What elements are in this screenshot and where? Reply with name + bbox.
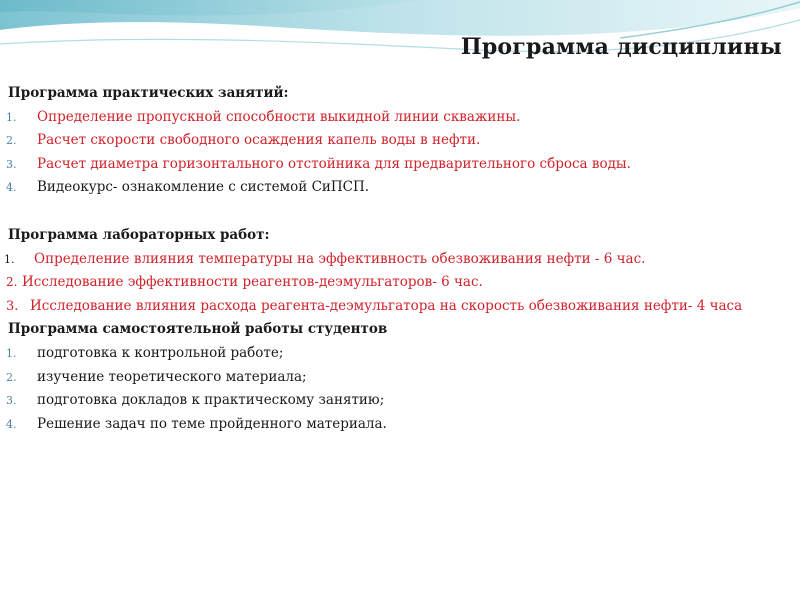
list-item (0, 106, 792, 130)
list-number: 1. (6, 346, 17, 360)
list-number: 2. (6, 134, 17, 148)
spacer (0, 200, 792, 224)
list-number: 3. (6, 394, 17, 408)
list-text: Расчет скорости свободного осаждения капель воды в нефти. (37, 132, 481, 149)
list-text: Расчет диаметра горизонтального отстойника для предварительного сброса воды. (37, 155, 631, 172)
independent-heading: Программа самостоятельной работы студентов (8, 321, 388, 338)
practical-list (0, 106, 792, 200)
list-item (0, 176, 792, 200)
list-text: подготовка докладов к практическому занятию; (37, 392, 385, 409)
list-item (0, 389, 792, 413)
list-text: подготовка к контрольной работе; (37, 344, 284, 361)
list-item (0, 129, 792, 153)
list-text: Исследование влияния расхода реагента-деэмульгатора на скорость обезвоживания нефти- 4 часа (30, 297, 743, 314)
list-item (0, 342, 792, 366)
practical-heading: Программа практических занятий: (8, 85, 289, 101)
independent-list (0, 342, 792, 436)
list-item (0, 413, 792, 437)
list-text: Исследование эффективности реагентов-деэмульгаторов- 6 час. (22, 274, 483, 291)
slide-content (0, 82, 792, 436)
list-item (0, 153, 792, 177)
list-text: Определение влияния температуры на эффективность обезвоживания нефти - 6 час. (34, 250, 646, 267)
list-number: 4. (6, 417, 17, 431)
list-text: изучение теоретического материала; (37, 368, 307, 385)
page-title: Программа дисциплины (460, 34, 782, 60)
list-number: 3. (6, 298, 19, 314)
list-item (0, 366, 792, 390)
list-item (0, 271, 792, 295)
lab-heading: Программа лабораторных работ: (8, 226, 270, 243)
list-text: Решение задач по теме пройденного материала. (37, 415, 387, 432)
list-number: 3. (6, 157, 17, 171)
list-number: 4. (6, 181, 17, 195)
list-item (0, 248, 792, 272)
list-text: Видеокурс- ознакомление с системой СиПСП. (37, 179, 370, 196)
list-item (0, 295, 792, 319)
list-number: 1. (6, 110, 17, 124)
list-text: Определение пропускной способности выкидной линии скважины. (37, 108, 521, 125)
list-number: 2. (6, 370, 17, 384)
list-number: 2. (6, 275, 18, 290)
list-number: 1. (4, 252, 15, 266)
lab-list (0, 248, 792, 319)
